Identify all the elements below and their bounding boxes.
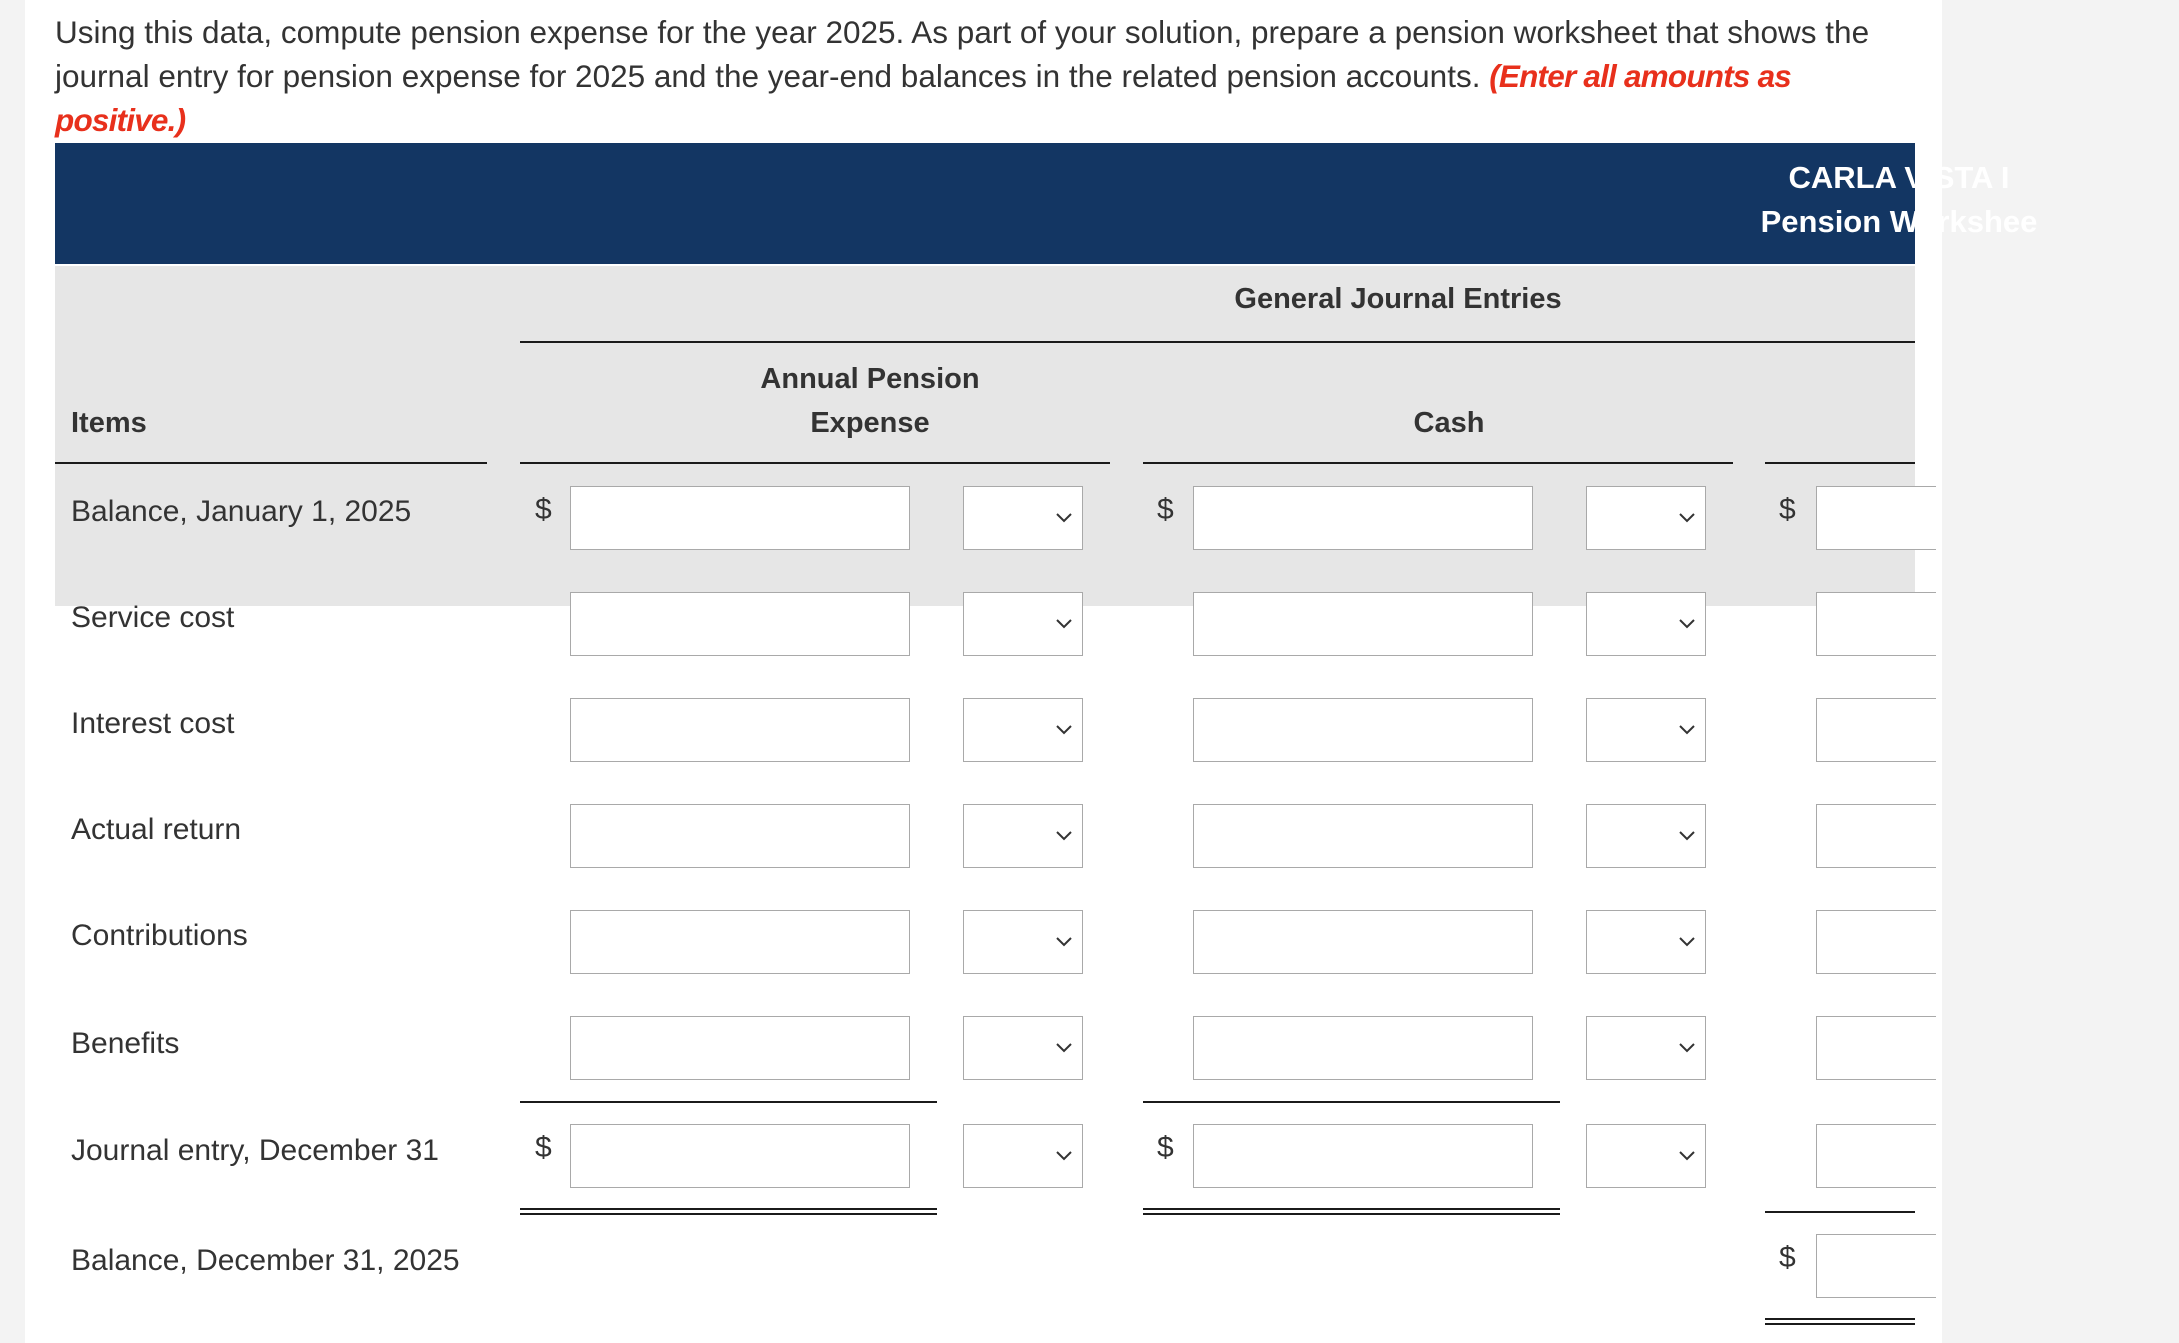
group-header-general-journal: General Journal Entries bbox=[1234, 283, 1562, 315]
cash-drcr-select-actual-return[interactable] bbox=[1586, 804, 1706, 868]
third-col-input-balance-dec31[interactable] bbox=[1816, 1234, 1936, 1298]
cash-input-journal-entry[interactable] bbox=[1193, 1124, 1533, 1188]
row-label-balance-jan1: Balance, January 1, 2025 bbox=[71, 495, 412, 528]
third-col-input-interest-cost[interactable] bbox=[1816, 698, 1936, 762]
chevron-down-icon bbox=[1679, 1151, 1695, 1161]
currency-symbol: $ bbox=[535, 493, 552, 526]
items-header: Items bbox=[71, 407, 147, 439]
row-label-interest-cost: Interest cost bbox=[71, 707, 235, 740]
expense-input-balance-jan1[interactable] bbox=[570, 486, 910, 550]
chevron-down-icon bbox=[1679, 831, 1695, 841]
expense-col-rule bbox=[520, 462, 1110, 464]
third-col-subtotal-rule bbox=[1765, 1211, 1915, 1213]
cash-input-interest-cost[interactable] bbox=[1193, 698, 1533, 762]
row-label-benefits: Benefits bbox=[71, 1027, 180, 1060]
chevron-down-icon bbox=[1056, 831, 1072, 841]
cash-subtotal-rule bbox=[1143, 1101, 1560, 1103]
expense-total-double-rule-bottom bbox=[520, 1213, 937, 1215]
cash-col-rule bbox=[1143, 462, 1733, 464]
currency-symbol: $ bbox=[1779, 493, 1796, 526]
cash-drcr-select-balance-jan1[interactable] bbox=[1586, 486, 1706, 550]
chevron-down-icon bbox=[1679, 1043, 1695, 1053]
cash-header: Cash bbox=[1413, 407, 1485, 439]
group-header-rule bbox=[520, 341, 1915, 343]
company-name: CARLA VISTA I bbox=[1788, 160, 2010, 195]
cash-input-actual-return[interactable] bbox=[1193, 804, 1533, 868]
row-label-journal-entry: Journal entry, December 31 bbox=[71, 1134, 439, 1167]
third-col-input-balance-jan1[interactable] bbox=[1816, 486, 1936, 550]
third-col-input-actual-return[interactable] bbox=[1816, 804, 1936, 868]
chevron-down-icon bbox=[1056, 1043, 1072, 1053]
chevron-down-icon bbox=[1679, 619, 1695, 629]
row-label-service-cost: Service cost bbox=[71, 601, 235, 634]
currency-symbol: $ bbox=[1779, 1241, 1796, 1274]
row-label-balance-dec31: Balance, December 31, 2025 bbox=[71, 1244, 460, 1277]
instructions-text: Using this data, compute pension expense for the year 2025. As part of your solution, prepare a pension worksheet that shows the journal entry for pension expense for 2025 and the year-end balances in the related pension accounts. bbox=[55, 14, 1870, 94]
expense-input-interest-cost[interactable] bbox=[570, 698, 910, 762]
expense-input-actual-return[interactable] bbox=[570, 804, 910, 868]
cash-input-benefits[interactable] bbox=[1193, 1016, 1533, 1080]
expense-drcr-select-actual-return[interactable] bbox=[963, 804, 1083, 868]
expense-drcr-select-service-cost[interactable] bbox=[963, 592, 1083, 656]
expense-header-line2: Expense bbox=[810, 407, 930, 439]
expense-drcr-select-journal-entry[interactable] bbox=[963, 1124, 1083, 1188]
expense-subtotal-rule bbox=[520, 1101, 937, 1103]
chevron-down-icon bbox=[1679, 937, 1695, 947]
chevron-down-icon bbox=[1056, 1151, 1072, 1161]
third-col-rule bbox=[1765, 462, 1915, 464]
cash-drcr-select-service-cost[interactable] bbox=[1586, 592, 1706, 656]
expense-input-benefits[interactable] bbox=[570, 1016, 910, 1080]
cash-total-double-rule-bottom bbox=[1143, 1213, 1560, 1215]
chevron-down-icon bbox=[1679, 513, 1695, 523]
instructions-emphasis: (Enter all amounts as positive.) bbox=[55, 58, 1792, 138]
third-col-input-service-cost[interactable] bbox=[1816, 592, 1936, 656]
third-col-double-rule-bottom bbox=[1765, 1323, 1915, 1325]
expense-drcr-select-contributions[interactable] bbox=[963, 910, 1083, 974]
chevron-down-icon bbox=[1056, 513, 1072, 523]
expense-input-service-cost[interactable] bbox=[570, 592, 910, 656]
worksheet-title: Pension Workshee bbox=[1760, 204, 2038, 239]
chevron-down-icon bbox=[1056, 619, 1072, 629]
cash-input-contributions[interactable] bbox=[1193, 910, 1533, 974]
worksheet-title-band bbox=[55, 143, 2038, 264]
cash-drcr-select-journal-entry[interactable] bbox=[1586, 1124, 1706, 1188]
third-col-input-journal-entry[interactable] bbox=[1816, 1124, 1936, 1188]
currency-symbol: $ bbox=[535, 1131, 552, 1164]
expense-input-contributions[interactable] bbox=[570, 910, 910, 974]
cash-drcr-select-interest-cost[interactable] bbox=[1586, 698, 1706, 762]
expense-drcr-select-benefits[interactable] bbox=[963, 1016, 1083, 1080]
third-col-input-benefits[interactable] bbox=[1816, 1016, 1936, 1080]
chevron-down-icon bbox=[1679, 725, 1695, 735]
pension-worksheet bbox=[55, 143, 2038, 1343]
currency-symbol: $ bbox=[1157, 1131, 1174, 1164]
cash-input-balance-jan1[interactable] bbox=[1193, 486, 1533, 550]
cash-drcr-select-contributions[interactable] bbox=[1586, 910, 1706, 974]
expense-total-double-rule-top bbox=[520, 1208, 937, 1210]
items-col-rule bbox=[55, 462, 487, 464]
third-col-input-contributions[interactable] bbox=[1816, 910, 1936, 974]
chevron-down-icon bbox=[1056, 937, 1072, 947]
third-col-double-rule-top bbox=[1765, 1318, 1915, 1320]
expense-header-line1: Annual Pension bbox=[760, 363, 980, 395]
row-label-actual-return: Actual return bbox=[71, 813, 242, 846]
cash-total-double-rule-top bbox=[1143, 1208, 1560, 1210]
cash-input-service-cost[interactable] bbox=[1193, 592, 1533, 656]
expense-drcr-select-balance-jan1[interactable] bbox=[963, 486, 1083, 550]
expense-input-journal-entry[interactable] bbox=[570, 1124, 910, 1188]
cash-drcr-select-benefits[interactable] bbox=[1586, 1016, 1706, 1080]
chevron-down-icon bbox=[1056, 725, 1072, 735]
expense-drcr-select-interest-cost[interactable] bbox=[963, 698, 1083, 762]
currency-symbol: $ bbox=[1157, 493, 1174, 526]
instructions bbox=[55, 10, 1915, 142]
row-label-contributions: Contributions bbox=[71, 919, 248, 952]
